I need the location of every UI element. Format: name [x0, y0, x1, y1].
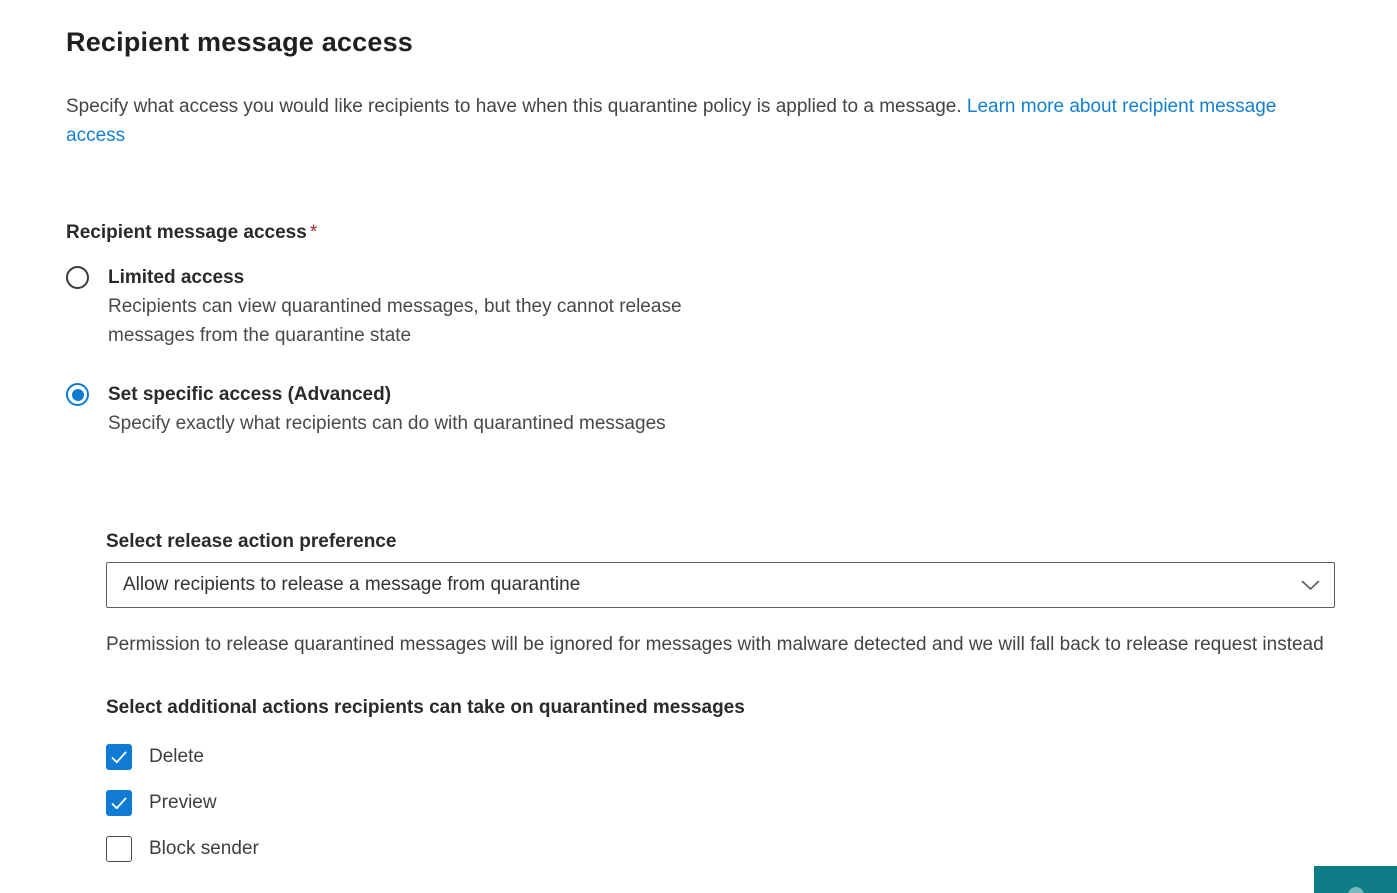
set-specific-access-radio[interactable] — [66, 383, 89, 406]
limited-access-label[interactable]: Limited access — [108, 267, 245, 288]
delete-checkbox-label[interactable]: Delete — [149, 746, 204, 767]
learn-more-link[interactable]: Learn more about recipient message access — [66, 96, 1277, 146]
radio-texts — [108, 263, 1337, 350]
preview-checkbox[interactable] — [106, 790, 132, 816]
release-permission-note: Permission to release quarantined messages will be ignored for messages with malware detected and we will fall back to release request instead — [106, 634, 1324, 655]
additional-actions-label: Select additional actions recipients can take on quarantined messages — [106, 697, 745, 718]
delete-checkbox[interactable] — [106, 744, 132, 770]
radio-option-limited-access[interactable] — [66, 263, 1337, 350]
recipient-access-group-label-text: Recipient message access — [66, 222, 307, 243]
set-specific-access-description: Specify exactly what recipients can do with quarantined messages — [108, 413, 666, 434]
block-sender-checkbox[interactable] — [106, 836, 132, 862]
block-sender-checkbox-label[interactable]: Block sender — [149, 838, 259, 859]
feedback-button[interactable] — [1314, 866, 1397, 893]
advanced-access-subsection — [106, 527, 1337, 862]
page-description — [66, 92, 1337, 150]
feedback-icon — [1348, 887, 1364, 893]
set-specific-access-label[interactable]: Set specific access (Advanced) — [108, 384, 392, 405]
recipient-access-group-label — [66, 218, 1337, 247]
checkbox-row-delete[interactable] — [106, 744, 1337, 770]
release-preference-dropdown[interactable] — [106, 562, 1335, 608]
page-description-text: Specify what access you would like recipients to have when this quarantine policy is applied to a message. — [66, 96, 962, 117]
checkbox-row-preview[interactable] — [106, 790, 1337, 816]
limited-access-radio[interactable] — [66, 266, 89, 289]
limited-access-description: Recipients can view quarantined messages, but they cannot release messages from the quarantine state — [108, 296, 682, 346]
preview-checkbox-label[interactable]: Preview — [149, 792, 217, 813]
required-asterisk: * — [309, 222, 318, 243]
radio-dot — [72, 389, 84, 401]
radio-texts — [108, 380, 1337, 438]
release-preference-label: Select release action preference — [106, 531, 397, 552]
checkmark-icon — [111, 797, 127, 810]
checkbox-row-block-sender[interactable] — [106, 836, 1337, 862]
checkmark-icon — [111, 751, 127, 764]
release-preference-selected-value: Allow recipients to release a message from quarantine — [123, 574, 581, 595]
radio-option-set-specific-access[interactable] — [66, 380, 1337, 438]
chevron-down-icon[interactable] — [1301, 580, 1320, 591]
page-title: Recipient message access — [66, 27, 414, 57]
